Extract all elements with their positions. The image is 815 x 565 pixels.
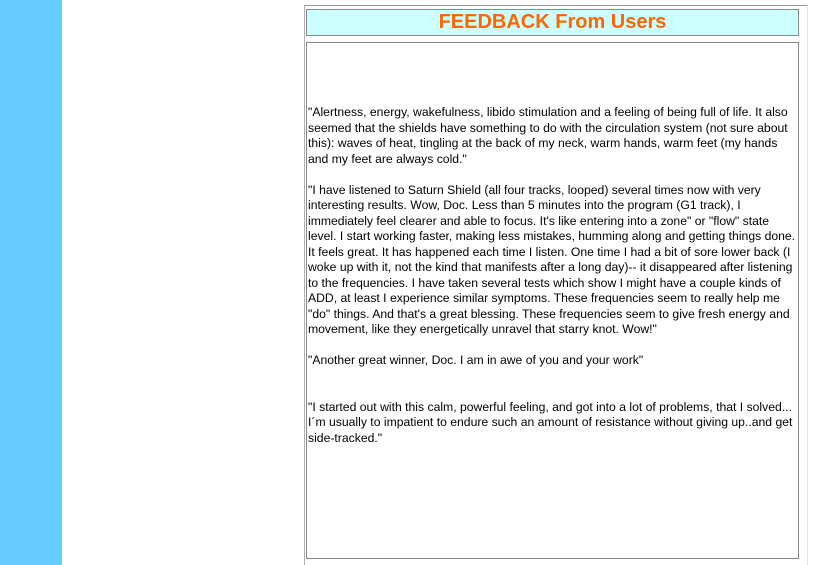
quote-item: "Another great winner, Doc. I am in awe of you and your work" <box>308 353 644 367</box>
feedback-header <box>306 9 799 36</box>
feedback-title: FEEDBACK From Users <box>438 11 667 33</box>
quote-item: "I have listened to Saturn Shield (all four tracks, looped) several times now with very interesting results. Wow, Doc. Less than 5 minutes into the program (G1 track), I immediately feel clearer and able to focus. It's like entering into a zone" or "flow" state level. I start working faster, making less mistakes, humming along and getting things done. It feels great. It has happened each time I listen. One time I had a bit of sore lower back (I woke up with it, not the kind that manifests after a long day)-- it disappeared after listening to the frequencies. I have taken several tests which show I might have a couple kinds of ADD, at least I experience similar symptoms. These frequencies seem to really help me "do" things. And that's a great blessing. These frequencies seem to give fresh energy and movement, like they energetically unravel that starry knot. Wow!" <box>308 182 796 336</box>
quote-list <box>308 105 798 462</box>
feedback-content-box <box>306 42 799 559</box>
quote-item: "Alertness, energy, wakefulness, libido stimulation and a feeling of being full of life. It also seemed that the shields have something to do with the circulation system (not sure about this): waves of heat, tingling at the back of my neck, warm hands, warm feet (my hands and my feet are always cold." <box>308 105 788 166</box>
quote-item: "I started out with this calm, powerful feeling, and got into a lot of problems, that I solved... I´m usually to impatient to endure such an amount of resistance without giving up..and get side-tracked." <box>308 399 793 445</box>
feedback-panel <box>304 5 808 565</box>
left-color-bar <box>0 0 62 565</box>
